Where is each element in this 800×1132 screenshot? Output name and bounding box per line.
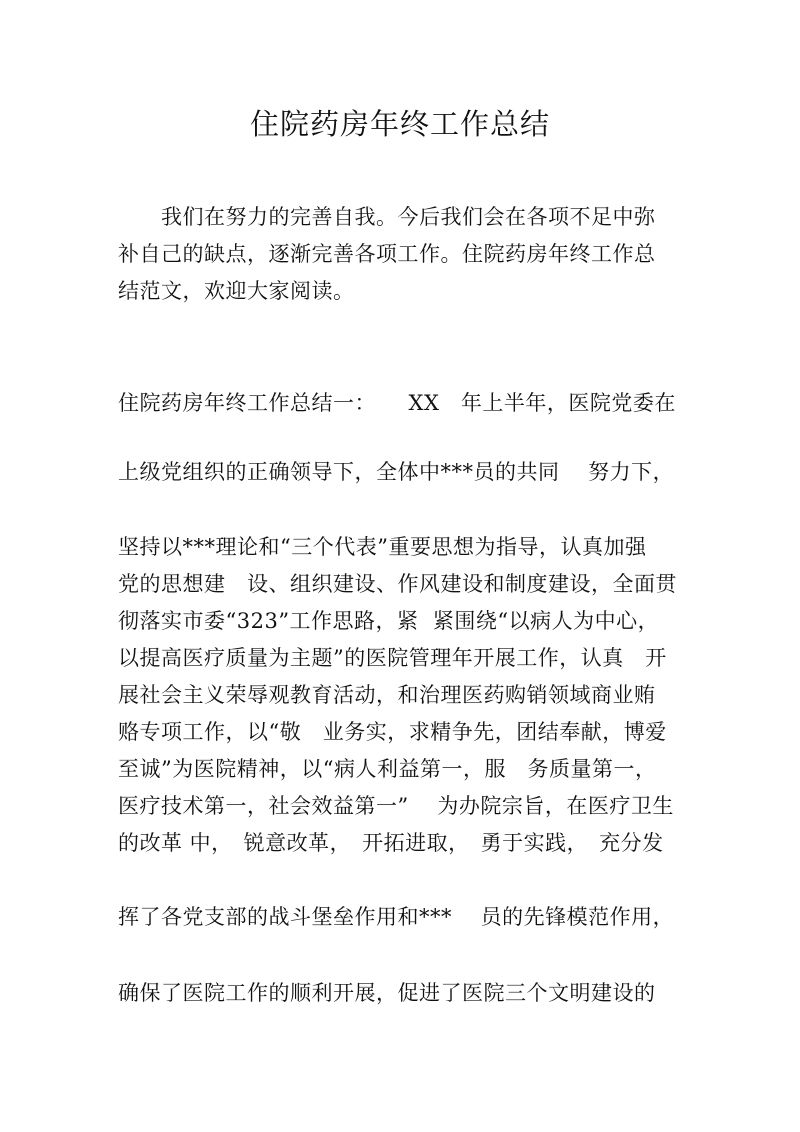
body-line-3: 坚持以***理论和“三个代表”重要思想为指导，认真加强 bbox=[118, 535, 647, 559]
body-line-5: 彻落实市委“323”工作思路，紧 紧围绕“以病人为中心， bbox=[118, 609, 660, 633]
body-line-1: 住院药房年终工作总结一： XX 年上半年，医院党委在 bbox=[118, 391, 676, 415]
body-line-12: 挥了各党支部的战斗堡垒作用和*** 员的先锋模范作用， bbox=[118, 905, 675, 929]
body-line-7: 展社会主义荣辱观教育活动，和治理医药购销领域商业贿 bbox=[118, 683, 656, 707]
body-line-2: 上级党组织的正确领导下，全体中***员的共同 努力下， bbox=[118, 460, 675, 484]
intro-line-2: 补自己的缺点，逐渐完善各项工作。住院药房年终工作总 bbox=[118, 242, 656, 266]
body-line-4: 党的思想建 设、组织建设、作风建设和制度建设，全面贯 bbox=[118, 572, 677, 596]
intro-line-1: 我们在努力的完善自我。今后我们会在各项不足中弥 bbox=[118, 205, 656, 229]
body-line-9: 至诚”为医院精神，以“病人利益第一，服 务质量第一， bbox=[118, 757, 657, 781]
body-line-10: 医疗技术第一，社会效益第一” 为办院宗旨，在医疗卫生 bbox=[118, 794, 674, 818]
body-line-11: 的改革 中， 锐意改革， 开拓进取， 勇于实践， 充分发 bbox=[118, 831, 664, 855]
body-line-13: 确保了医院工作的顺利开展，促进了医院三个文明建设的 bbox=[118, 981, 656, 1005]
body-line-8: 赂专项工作，以“敬 业务实，求精争先，团结奉献，博爱 bbox=[118, 720, 667, 744]
document-title: 住院药房年终工作总结 bbox=[249, 107, 550, 141]
body-line-6: 以提高医疗质量为主题”的医院管理年开展工作，认真 开 bbox=[118, 646, 667, 670]
intro-line-3: 结范文，欢迎大家阅读。 bbox=[118, 279, 355, 303]
